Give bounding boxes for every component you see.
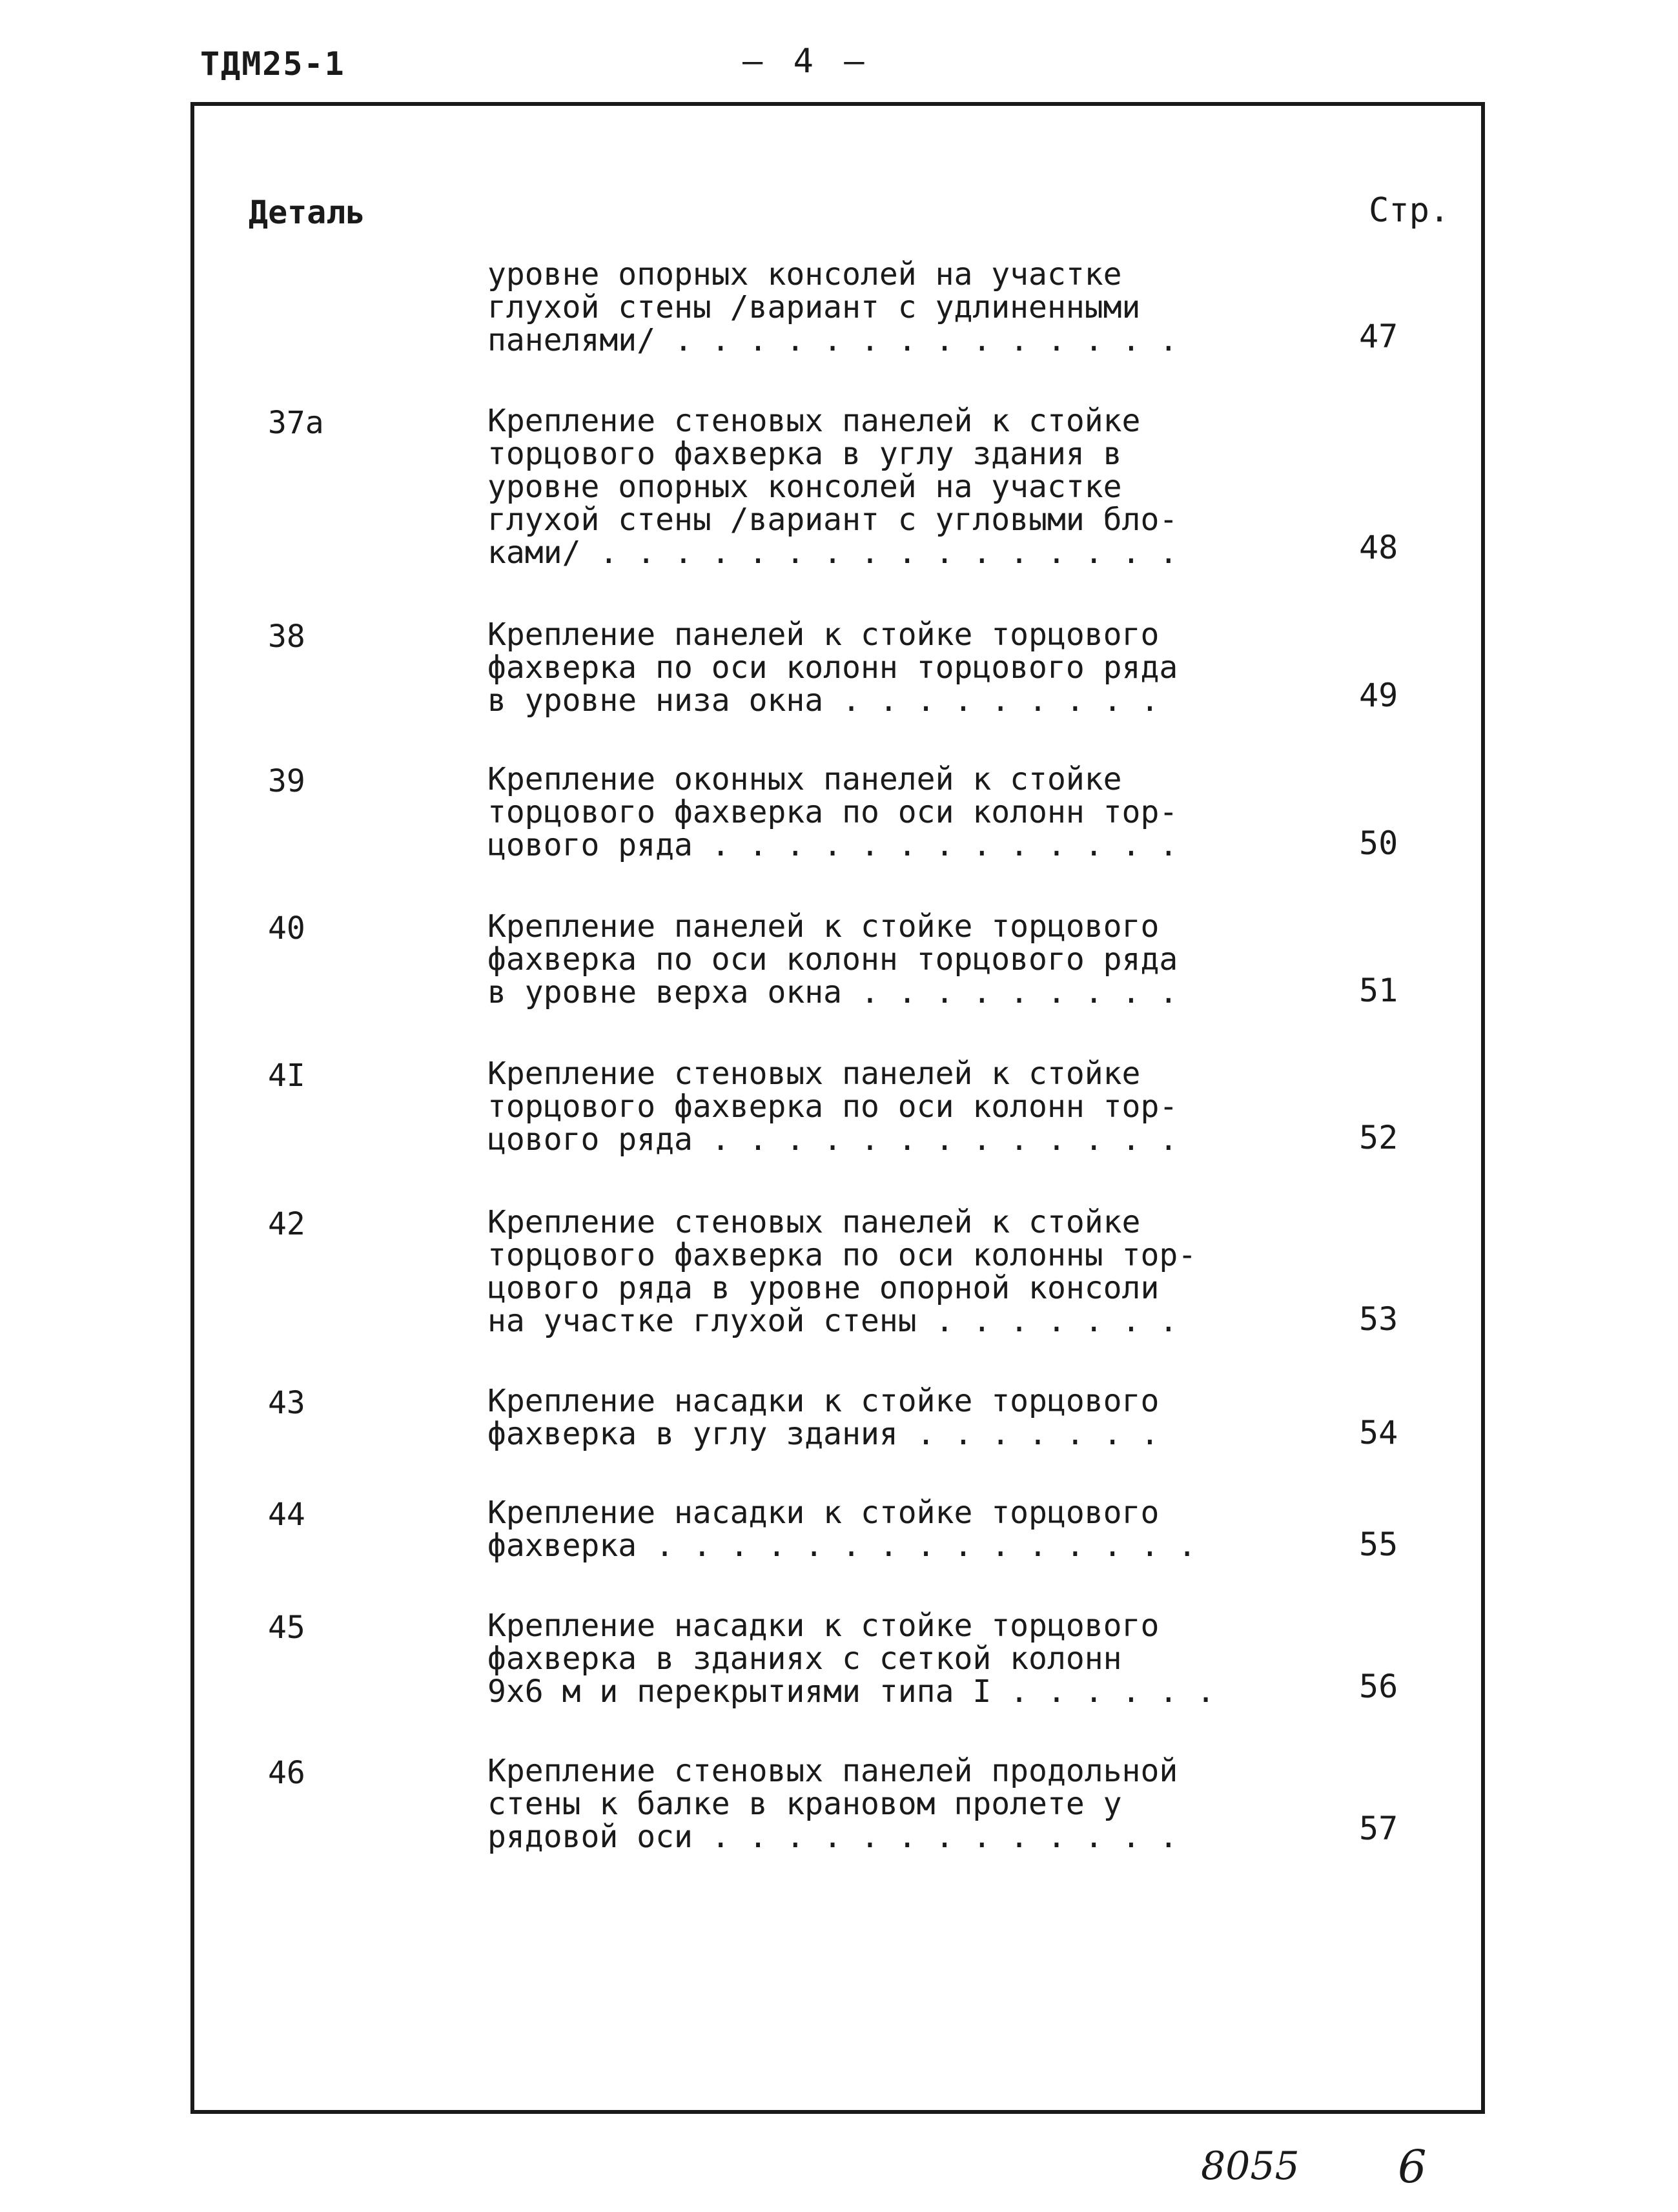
entry-detail-number: 43 xyxy=(268,1385,305,1421)
entry-description: Крепление панелей к стойке торцового фахверка по оси колонн торцового ряда в уровне низа окна . . . . . . . . . xyxy=(487,617,1178,719)
entry-detail-number: 39 xyxy=(268,763,305,799)
entry-description: Крепление насадки к стойке торцового фахверка . . . . . . . . . . . . . . . xyxy=(487,1495,1197,1564)
stamp-number: 8055 xyxy=(1201,2144,1300,2189)
entry-page-number: 48 xyxy=(1359,529,1398,566)
entry-detail-number: 45 xyxy=(268,1610,305,1646)
entry-detail-number: 46 xyxy=(268,1755,305,1791)
entry-description: Крепление стеновых панелей продольной стены к балке в крановом пролете у рядовой оси . . . . . . . . . . . . . xyxy=(487,1753,1178,1855)
entry-page-number: 55 xyxy=(1359,1526,1398,1563)
entry-page-number: 50 xyxy=(1359,824,1398,862)
entry-page-number: 53 xyxy=(1359,1300,1398,1338)
entry-description: уровне опорных консолей на участке глухой стены /вариант с удлиненными панелями/ . . . . . . . . . . . . . . xyxy=(487,256,1178,358)
entry-description: Крепление стеновых панелей к стойке торцового фахверка в углу здания в уровне опорных консолей на участке глухой стены /вариант с угловыми бло- ками/ . . . . . . . . . . . . . . . . xyxy=(487,403,1178,571)
doc-code: ТДМ25-1 xyxy=(200,45,345,83)
entry-detail-number: 40 xyxy=(268,910,305,947)
entry-description: Крепление панелей к стойке торцового фахверка по оси колонн торцового ряда в уровне верха окна . . . . . . . . . xyxy=(487,908,1178,1010)
entry-detail-number: 44 xyxy=(268,1497,305,1533)
page-number: — 4 — xyxy=(742,42,870,81)
entry-page-number: 54 xyxy=(1359,1414,1398,1451)
entry-description: Крепление насадки к стойке торцового фахверка в углу здания . . . . . . . xyxy=(487,1383,1160,1452)
entry-description: Крепление насадки к стойке торцового фахверка в зданиях с сеткой колонн 9х6 м и перекрытиями типа I . . . . . . xyxy=(487,1608,1216,1710)
entry-page-number: 51 xyxy=(1359,972,1398,1009)
entry-detail-number: 38 xyxy=(268,619,305,655)
entry-page-number: 57 xyxy=(1359,1810,1398,1847)
entry-page-number: 49 xyxy=(1359,677,1398,714)
column-header-detail: Деталь xyxy=(249,194,365,231)
entry-description: Крепление стеновых панелей к стойке торцового фахверка по оси колонны тор- цового ряда в уровне опорной консоли на участке глухой стены . . . . . . . xyxy=(487,1204,1197,1339)
entry-page-number: 52 xyxy=(1359,1119,1398,1156)
entry-page-number: 56 xyxy=(1359,1668,1398,1705)
sheet-number: 6 xyxy=(1398,2140,1427,2193)
entry-detail-number: 42 xyxy=(268,1206,305,1242)
entry-page-number: 47 xyxy=(1359,318,1398,355)
entry-description: Крепление оконных панелей к стойке торцового фахверка по оси колонн тор- цового ряда . . . . . . . . . . . . . xyxy=(487,761,1178,863)
entry-description: Крепление стеновых панелей к стойке торцового фахверка по оси колонн тор- цового ряда . . . . . . . . . . . . . xyxy=(487,1056,1178,1158)
entry-detail-number: 4I xyxy=(268,1058,305,1094)
column-header-page: Стр. xyxy=(1369,191,1450,230)
entry-detail-number: 37а xyxy=(268,405,324,441)
